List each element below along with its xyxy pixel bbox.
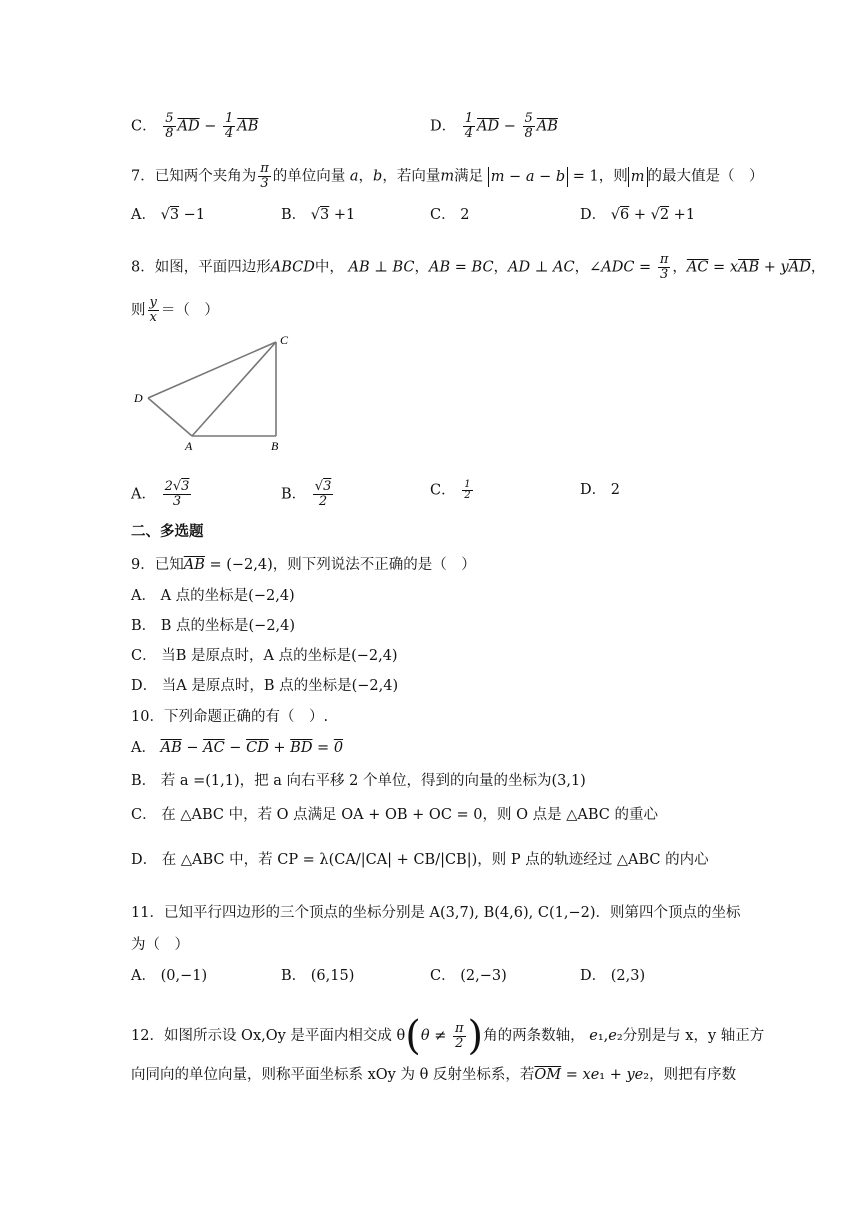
q11-stem-2: 为（ ）: [131, 937, 189, 953]
q7-stem: 7．已知两个夹角为 $\frac{\pi}{3}$ 的单位向量 a，b，若向量m满足 m − a − b = 1，则 m 的最大值是（ ）: [131, 161, 764, 191]
q9-option-a[interactable]: A． A 点的坐标是(−2,4): [131, 588, 295, 604]
section-title: 二、多选题: [131, 524, 204, 540]
q9-option-c[interactable]: C． 当B 是原点时，A 点的坐标是(−2,4): [131, 648, 398, 664]
q11-option-c[interactable]: C． (2,−3): [430, 968, 507, 984]
vertex-label-d: D: [134, 391, 143, 405]
q10-option-a[interactable]: A． $\overline{AB} - \overline{AC} - \overline{CD} + \overline{BD} = 0$: [131, 740, 344, 756]
q8-quadrilateral-figure: [128, 328, 298, 458]
q8-stem: 8．如图，平面四边形ABCD中， AB ⊥ BC，AB = BC，AD ⊥ AC，∠ADC = $\frac{\pi}{3}$ ，$\overline{AC} = x\overline{AB} + y\overline{AD}$，: [131, 252, 826, 282]
q7-option-b[interactable]: B． √3 +1: [281, 207, 356, 223]
q8-stem-2: 则 $\frac{y}{x}$ ＝（ ）: [131, 295, 219, 325]
q10-option-d[interactable]: D． 在 △ABC 中，若 CP = λ(CA/|CA| + CB/|CB|)，则 P 点的轨迹经过 △ABC 的内心: [131, 852, 709, 868]
q8-option-b[interactable]: B． $\frac{√3}{2}$: [281, 479, 332, 509]
q8-option-d[interactable]: D． 2: [580, 482, 620, 498]
q10-option-c[interactable]: C． 在 △ABC 中，若 O 点满足 OA + OB + OC = 0，则 O 点是 △ABC 的重心: [131, 807, 658, 823]
vertex-label-b: B: [271, 439, 279, 453]
q9-stem: 9．已知$\overline{AB} = (-2,4)$，则下列说法不正确的是（ ）: [131, 557, 476, 573]
q12-stem-2: 向同向的单位向量，则称平面坐标系 xOy 为 θ 反射坐标系，若$\overline{OM} = xe_1 + ye_2$，则把有序数: [131, 1067, 737, 1083]
q7-option-a[interactable]: A． √3 −1: [131, 207, 206, 223]
q6-option-c[interactable]: C． $\frac{5}{8}$ $\overline{AD}$ − $\frac{1}{4}$ $\overline{AB}$: [131, 111, 259, 141]
q11-option-a[interactable]: A． (0,−1): [131, 968, 208, 984]
q9-option-b[interactable]: B． B 点的坐标是(−2,4): [131, 618, 296, 634]
q7-option-c[interactable]: C． 2: [430, 207, 470, 223]
vertex-label-c: C: [280, 333, 289, 347]
q11-option-d[interactable]: D． (2,3): [580, 968, 646, 984]
q9-option-d[interactable]: D． 当A 是原点时，B 点的坐标是(−2,4): [131, 678, 399, 694]
q12-stem: 12．如图所示设 Ox,Oy 是平面内相交成 θ(θ ≠ $\frac{\pi}{2}$ )角的两条数轴， e₁,e₂分别是与 x，y 轴正方: [131, 1013, 765, 1059]
q11-option-b[interactable]: B． (6,15): [281, 968, 355, 984]
q10-option-b[interactable]: B． 若 a =(1,1)，把 a 向右平移 2 个单位，得到的向量的坐标为(3,1): [131, 773, 586, 789]
q6-option-d[interactable]: D． $\frac{1}{4}$ $\overline{AD}$ − $\frac{5}{8}$ $\overline{AB}$: [430, 111, 558, 141]
vertex-label-a: A: [185, 439, 193, 453]
q8-option-c[interactable]: C． $\frac{1}{2}$: [430, 479, 471, 501]
q7-option-d[interactable]: D． √6 + √2 +1: [580, 207, 696, 223]
q11-stem: 11．已知平行四边形的三个顶点的坐标分别是 A(3,7), B(4,6), C(1,−2)．则第四个顶点的坐标: [131, 905, 741, 921]
q8-option-a[interactable]: A． $\frac{2√3}{3}$: [131, 479, 190, 509]
q10-stem: 10．下列命题正确的有（ ）.: [131, 709, 329, 725]
